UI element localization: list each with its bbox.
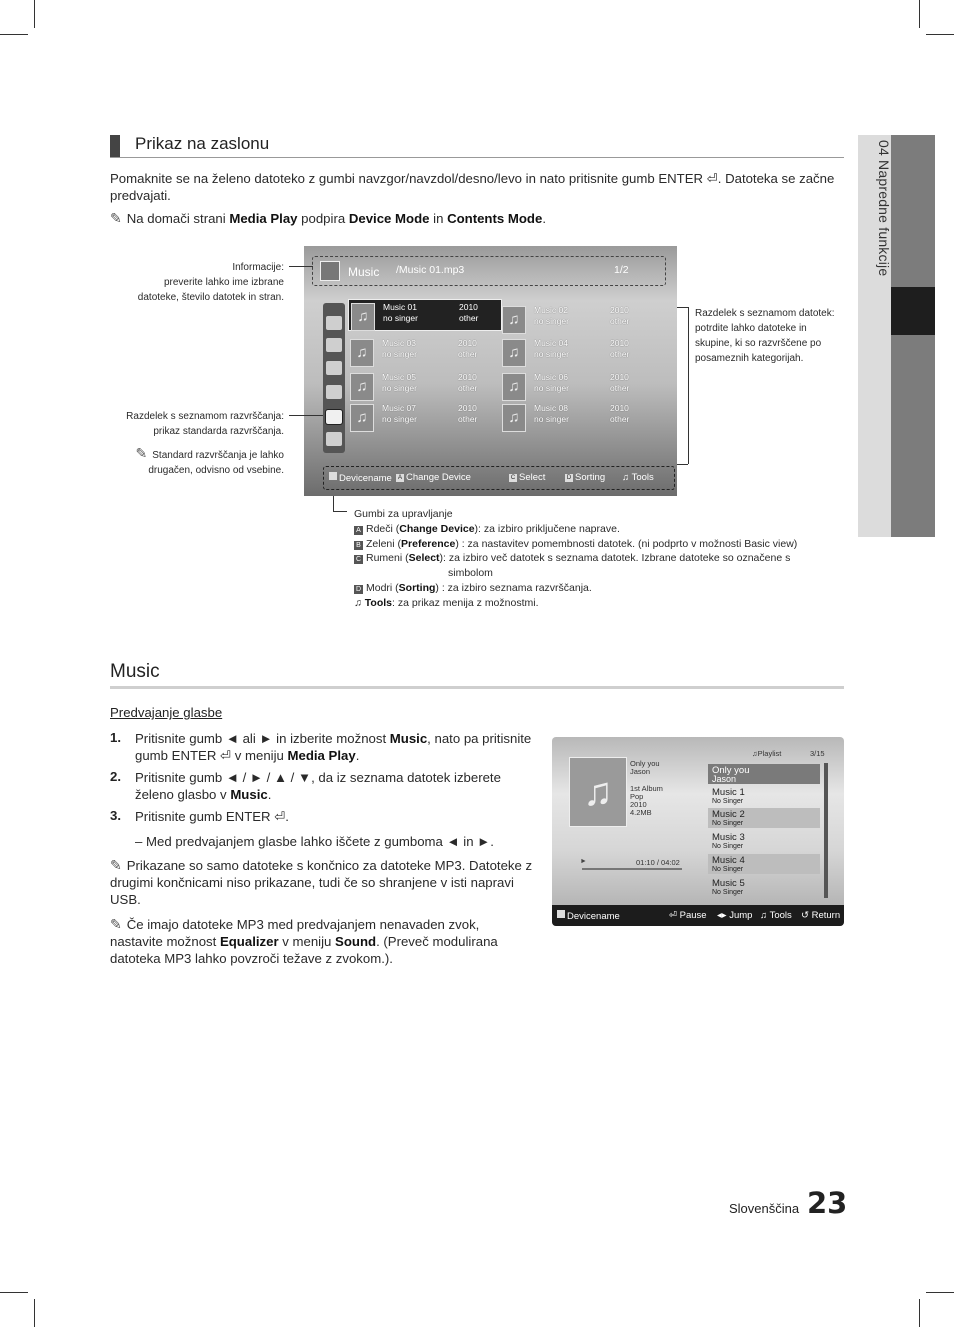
enter-icon: ⏎ [669, 910, 680, 921]
legend-title: Gumbi za upravljanje [354, 508, 453, 520]
legend-green: B Zeleni (Preference) : za nastavitev pomembnosti datotek. (ni podprto v možnosti Basic view) [354, 537, 797, 552]
file-item[interactable]: ♫ Music 03 no singer 2010 other [348, 336, 500, 366]
legend-red: A Rdeči (Change Device): za izbiro priključene naprave. [354, 522, 620, 537]
playlist-item[interactable]: Music 4 No Singer [708, 854, 820, 874]
music-note-icon: ♫ [502, 339, 526, 367]
sort-more-icon[interactable] [326, 432, 342, 446]
tools-icon: ♫ [622, 472, 632, 483]
callout-line [677, 307, 688, 308]
note-pencil-icon: ✎ [110, 916, 122, 932]
step-1: Pritisnite gumb ◄ ali ► in izberite možnost Music, nato pa pritisnite gumb ENTER ⏎ v meniju Media Play. [135, 731, 532, 763]
step-3: Pritisnite gumb ENTER ⏎. [135, 809, 289, 824]
chapter-label: 04 Napredne funkcije [876, 140, 892, 277]
file-browser-screen [304, 246, 677, 496]
file-item[interactable]: ♫ Music 01 no singer 2010 other [348, 299, 502, 331]
select-button[interactable]: C Select [510, 472, 546, 483]
time-display: 01:10 / 04:02 [636, 858, 680, 867]
step-number: 1. [110, 730, 121, 745]
music-note-icon: ♫ [351, 303, 375, 331]
callout-line [289, 266, 313, 267]
playlist-item[interactable]: Music 3 No Singer [712, 832, 745, 850]
chapter-tab-marker [891, 287, 935, 335]
music-note-icon: ♫ [502, 306, 526, 334]
tools-icon: ♫ [354, 597, 365, 609]
crop-mark [919, 1299, 920, 1327]
crop-mark [926, 1292, 954, 1293]
note-pencil-icon: ✎ [110, 210, 122, 226]
section-title: Prikaz na zaslonu [135, 134, 270, 153]
crop-mark [0, 1292, 28, 1293]
callout-line [677, 464, 688, 465]
legend-yellow-cont: simbolom [448, 567, 493, 579]
track-artist: Jason [630, 767, 651, 776]
sort-callout: Razdelek s seznamom razvrščanja: prikaz standarda razvrščanja. [126, 411, 284, 437]
crop-mark [34, 0, 35, 28]
callout-line [289, 415, 323, 416]
chapter-tab-dark [891, 135, 935, 537]
heading-bar [110, 135, 120, 157]
legend-blue: D Modri (Sorting) : za izbiro seznama razvrščanja. [355, 582, 592, 594]
legend-yellow: C Rumeni (Select): za izbiro več datotek s seznama datotek. Izbrane datoteke so označene s [355, 552, 791, 564]
device-name: Devicename [329, 472, 392, 484]
media-play-note: ✎ Na domači strani Media Play podpira Device Mode in Contents Mode. [110, 210, 546, 226]
sort-folder-icon[interactable] [326, 316, 342, 330]
track-year: 2010 [630, 800, 647, 809]
device-name: Devicename [557, 910, 620, 922]
equalizer-note: ✎ Če imajo datoteke MP3 med predvajanjem nenavaden zvok, nastavite možnost Equalizer v meniju Sound. (Preveč modulirana datoteka MP3 lahko povzroči težave z zvokom.). [110, 916, 498, 966]
tools-button[interactable]: ♫ Tools [760, 910, 792, 921]
sort-title-icon[interactable] [326, 338, 342, 352]
pause-button[interactable]: ⏎ Pause [669, 910, 707, 921]
step-number: 3. [110, 808, 121, 823]
playlist-item[interactable]: Only you Jason [708, 764, 820, 784]
sorting-button[interactable]: D Sorting [566, 472, 606, 483]
track-title: Only you [630, 759, 660, 768]
info-callout: Informacije: preverite lahko ime izbrane datoteke, število datotek in stran. [137, 262, 284, 303]
heading-rule [110, 157, 844, 158]
play-icon: ► [580, 858, 587, 865]
return-button[interactable]: ↺ Return [801, 910, 841, 921]
file-item[interactable]: ♫ Music 02 no singer 2010 other [500, 303, 652, 333]
legend-tools: ♫ Tools: za prikaz menija z možnostmi. [354, 597, 539, 609]
intro-paragraph: Pomaknite se na želeno datoteko z gumbi navzgor/navzdol/desno/levo in nato pritisnite gumb ENTER ⏎. Datoteka se začne predvajati. [110, 171, 835, 203]
device-icon [557, 910, 565, 918]
sort-note: ✎ Standard razvrščanja je lahko drugačen, odvisno od vsebine. [135, 445, 284, 476]
page-indicator: 1/2 [614, 264, 629, 276]
note-pencil-icon: ✎ [110, 857, 122, 873]
section-label: Music [348, 265, 380, 279]
file-list-callout: Razdelek s seznamom datotek: potrdite lahko datoteke in skupine, ki so razvrščene po posameznih kategorijah. [695, 308, 835, 364]
crop-mark [919, 0, 920, 28]
crop-mark [926, 34, 954, 35]
playlist-item[interactable]: Music 2 No Singer [708, 808, 820, 828]
file-item[interactable]: ♫ Music 07 no singer 2010 other [348, 401, 500, 431]
sort-album-icon[interactable] [326, 385, 342, 399]
music-note-icon: ♫ [502, 373, 526, 401]
file-item[interactable]: ♫ Music 04 no singer 2010 other [500, 336, 652, 366]
progress-bar[interactable] [582, 868, 682, 870]
music-note-icon: ♫ [502, 404, 526, 432]
sort-artist-icon[interactable] [326, 361, 342, 375]
music-player-screen [552, 737, 844, 926]
music-note-icon: ♫ [350, 339, 374, 367]
file-item[interactable]: ♫ Music 08 no singer 2010 other [500, 401, 652, 431]
file-item[interactable]: ♫ Music 06 no singer 2010 other [500, 370, 652, 400]
mp3-note: ✎ Prikazane so samo datoteke s končnico za datoteke MP3. Datoteke z drugimi končnicami niso prikazane, tudi če so shranjene v isti napravi USB. [110, 857, 533, 907]
track-size: 4.2MB [630, 808, 652, 817]
file-path: /Music 01.mp3 [396, 264, 465, 276]
search-tip: – Med predvajanjem glasbe lahko iščete z gumboma ◄ in ►. [135, 834, 494, 849]
music-note-icon: ♫ [350, 404, 374, 432]
callout-line [333, 511, 347, 512]
music-title: Music [110, 661, 160, 682]
step-number: 2. [110, 769, 121, 784]
playlist-label: ♫Playlist [752, 749, 782, 758]
track-album: 1st Album [630, 784, 663, 793]
note-pencil-icon: ✎ [135, 445, 148, 461]
playlist-item[interactable]: Music 1 No Singer [712, 787, 745, 805]
album-cover-icon: ♫ [569, 757, 627, 827]
track-genre: Pop [630, 792, 644, 801]
device-icon [329, 472, 337, 480]
language-label: Slovenščina [729, 1201, 800, 1216]
playlist-icon: ♫ [752, 749, 758, 758]
change-device-button[interactable]: A Change Device [397, 472, 471, 483]
playlist-item[interactable]: Music 5 No Singer [712, 878, 745, 896]
music-rule [110, 686, 844, 689]
tools-icon: ♫ [760, 910, 770, 921]
music-subtitle: Predvajanje glasbe [110, 705, 223, 720]
playlist-count: 3/15 [810, 749, 825, 758]
page-number: 23 [807, 1186, 848, 1220]
music-folder-icon [320, 261, 340, 281]
callout-line [688, 307, 689, 464]
left-right-icon: ◂▸ [717, 910, 730, 921]
playlist-scrollbar[interactable] [824, 763, 828, 898]
crop-mark [34, 1299, 35, 1327]
sort-genre-icon[interactable] [326, 410, 342, 424]
crop-mark [0, 34, 28, 35]
callout-line [333, 496, 334, 511]
step-2: Pritisnite gumb ◄ / ► / ▲ / ▼, da iz seznama datotek izberete želeno glasbo v Music. [135, 770, 501, 802]
music-note-icon: ♫ [350, 373, 374, 401]
return-icon: ↺ [801, 910, 812, 921]
jump-button[interactable]: ◂▸ Jump [717, 910, 753, 921]
tools-button[interactable]: ♫ Tools [622, 472, 654, 483]
file-item[interactable]: ♫ Music 05 no singer 2010 other [348, 370, 500, 400]
